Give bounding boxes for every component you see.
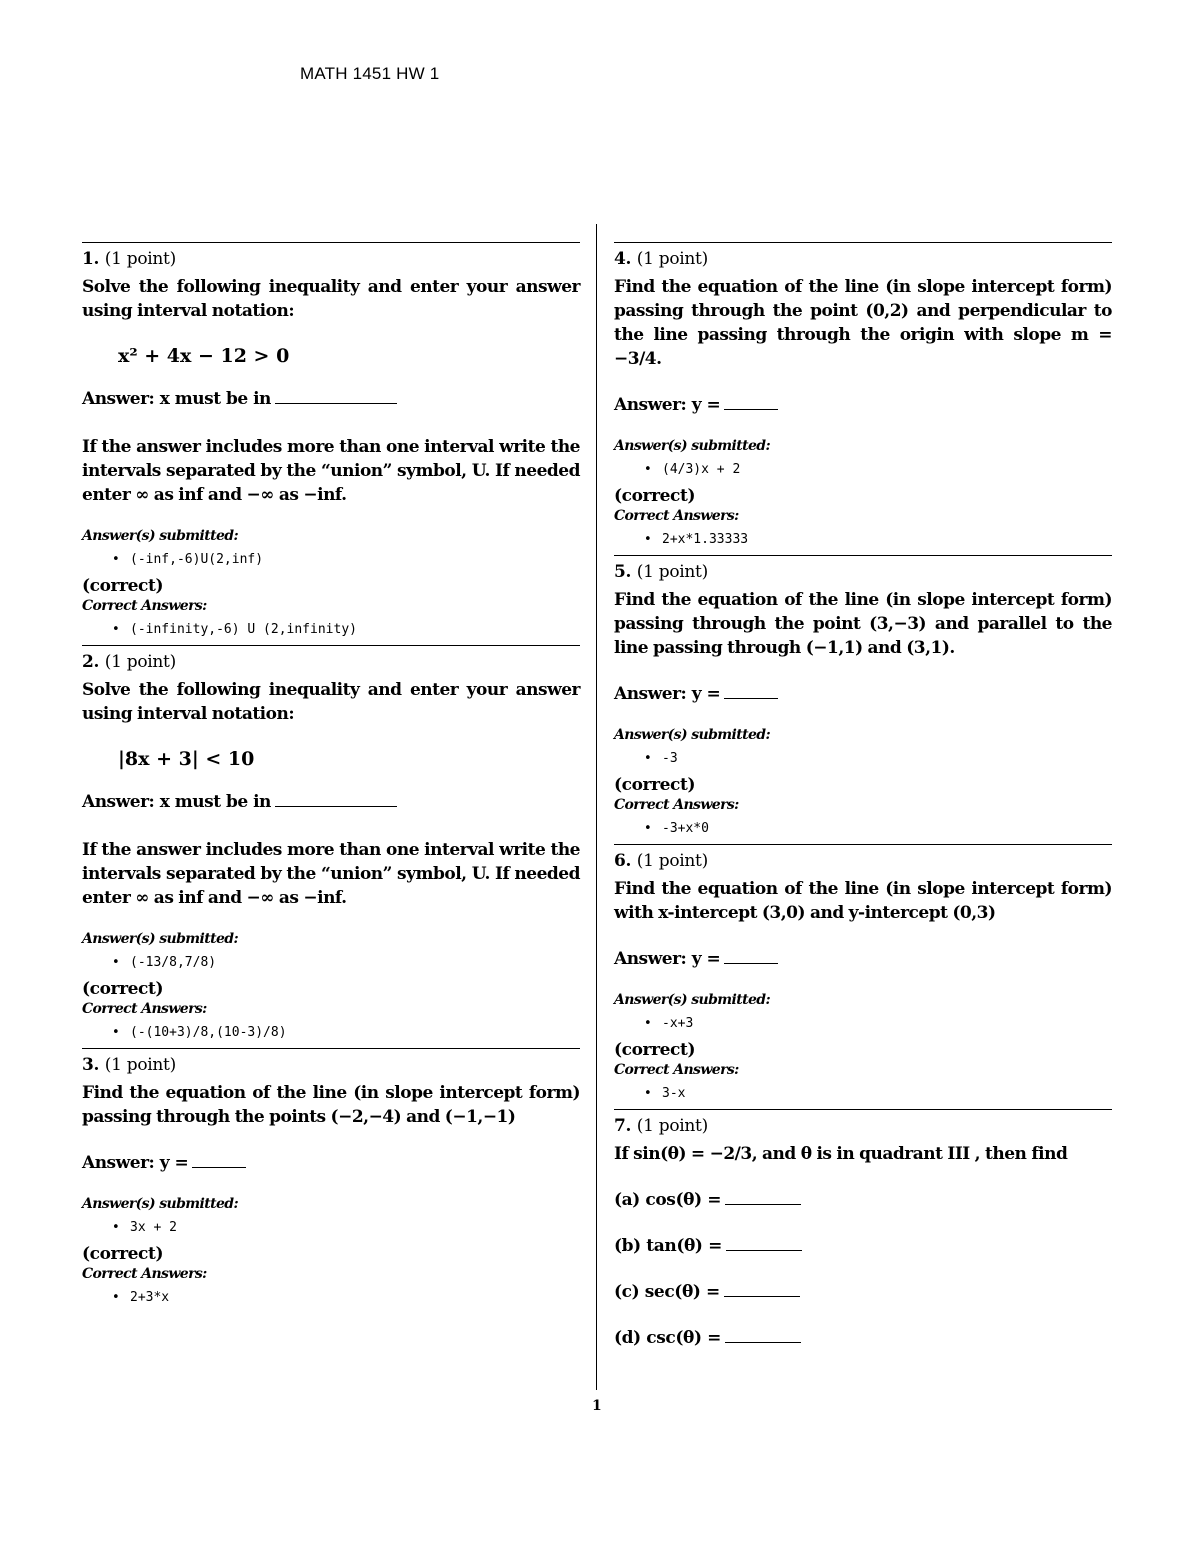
problem-6 <box>614 844 1112 1103</box>
problem-3-heading <box>82 1053 580 1077</box>
problem-5-heading <box>614 560 1112 584</box>
problem-5 <box>614 555 1112 838</box>
problem-points: (1 point) <box>104 652 176 672</box>
correct-label: Correct Answers: <box>614 508 739 524</box>
problem-prompt: Find the equation of the line (in slope intercept form) passing through the point (0,2) and perpendicular to the line passing through the origin with slope m = −3/4. <box>614 277 1112 369</box>
problem-number: 5. <box>614 562 632 582</box>
problem-2-heading <box>82 650 580 674</box>
subquestion-label: (d) csc(θ) = <box>614 1328 721 1348</box>
correct-answer: • 2+x*1.33333 <box>662 531 1112 549</box>
correct-answer: • 2+3*x <box>130 1289 580 1307</box>
problem-number: 4. <box>614 249 632 269</box>
submitted-answer: • (-inf,-6)U(2,inf) <box>130 551 580 569</box>
answer-line <box>82 790 580 814</box>
problem-7 <box>614 1109 1112 1350</box>
answer-blank[interactable] <box>726 1234 802 1251</box>
left-column <box>82 242 580 1313</box>
problem-points: (1 point) <box>636 249 708 269</box>
page-header-title: MATH 1451 HW 1 <box>300 64 440 83</box>
submitted-answer: • -3 <box>662 750 1112 768</box>
problem-points: (1 point) <box>104 249 176 269</box>
problem-number: 1. <box>82 249 100 269</box>
problem-prompt: Solve the following inequality and enter your answer using interval notation: <box>82 680 580 724</box>
answer-line <box>614 393 1112 417</box>
problem-number: 6. <box>614 851 632 871</box>
problem-points: (1 point) <box>636 562 708 582</box>
correct-answer: • (-infinity,-6) U (2,infinity) <box>130 621 580 639</box>
status-text: (correct) <box>614 1040 696 1060</box>
problem-1 <box>82 242 580 639</box>
right-column <box>614 242 1112 1350</box>
submitted-answer: • (4/3)x + 2 <box>662 461 1112 479</box>
correct-answer: • 3-x <box>662 1085 1112 1103</box>
submitted-label: Answer(s) submitted: <box>82 1196 239 1212</box>
answer-blank[interactable] <box>192 1151 246 1168</box>
answer-blank[interactable] <box>724 1280 800 1297</box>
problem-number: 2. <box>82 652 100 672</box>
answer-blank[interactable] <box>275 387 397 404</box>
correct-label: Correct Answers: <box>82 1266 207 1282</box>
subquestion-b <box>614 1234 1112 1258</box>
answer-label: Answer: y = <box>82 1153 189 1173</box>
answer-blank[interactable] <box>724 393 778 410</box>
display-math: x² + 4x − 12 > 0 <box>118 345 290 367</box>
problem-1-heading <box>82 247 580 271</box>
problem-4 <box>614 242 1112 549</box>
correct-answer: • (-(10+3)/8,(10-3)/8) <box>130 1024 580 1042</box>
status-text: (correct) <box>614 775 696 795</box>
column-divider <box>596 224 597 1390</box>
answer-label: Answer: x must be in <box>82 792 271 812</box>
problem-points: (1 point) <box>104 1055 176 1075</box>
subquestion-c <box>614 1280 1112 1304</box>
answer-label: Answer: y = <box>614 684 721 704</box>
status-text: (correct) <box>82 979 164 999</box>
display-math: |8x + 3| < 10 <box>118 748 255 770</box>
submitted-label: Answer(s) submitted: <box>614 727 771 743</box>
problem-number: 3. <box>82 1055 100 1075</box>
answer-line <box>82 387 580 411</box>
submitted-label: Answer(s) submitted: <box>82 931 239 947</box>
submitted-answer: • 3x + 2 <box>130 1219 580 1237</box>
problem-4-heading <box>614 247 1112 271</box>
subquestion-a <box>614 1188 1112 1212</box>
correct-answer: • -3+x*0 <box>662 820 1112 838</box>
problem-3 <box>82 1048 580 1307</box>
problem-prompt: Find the equation of the line (in slope intercept form) passing through the point (3,−3) and parallel to the line passing through (−1,1) and (3,1). <box>614 590 1112 658</box>
answer-blank[interactable] <box>724 682 778 699</box>
problem-prompt: Find the equation of the line (in slope intercept form) passing through the points (−2,−4) and (−1,−1) <box>82 1083 580 1127</box>
answer-label: Answer: y = <box>614 949 721 969</box>
answer-blank[interactable] <box>724 947 778 964</box>
answer-label: Answer: y = <box>614 395 721 415</box>
problem-note: If the answer includes more than one interval write the intervals separated by the “union” symbol, U. If needed enter ∞ as inf and −∞ as −inf. <box>82 437 580 505</box>
submitted-answer: • -x+3 <box>662 1015 1112 1033</box>
answer-line <box>82 1151 580 1175</box>
answer-blank[interactable] <box>275 790 397 807</box>
answer-blank[interactable] <box>725 1326 801 1343</box>
submitted-label: Answer(s) submitted: <box>82 528 239 544</box>
answer-line <box>614 682 1112 706</box>
page-number: 1 <box>592 1398 602 1414</box>
problem-2 <box>82 645 580 1042</box>
problem-6-heading <box>614 849 1112 873</box>
problem-prompt: Solve the following inequality and enter your answer using interval notation: <box>82 277 580 321</box>
status-text: (correct) <box>82 1244 164 1264</box>
submitted-answer: • (-13/8,7/8) <box>130 954 580 972</box>
answer-blank[interactable] <box>725 1188 801 1205</box>
subquestion-d <box>614 1326 1112 1350</box>
submitted-label: Answer(s) submitted: <box>614 992 771 1008</box>
correct-label: Correct Answers: <box>82 598 207 614</box>
answer-label: Answer: x must be in <box>82 389 271 409</box>
subquestion-label: (c) sec(θ) = <box>614 1282 720 1302</box>
correct-label: Correct Answers: <box>614 1062 739 1078</box>
problem-number: 7. <box>614 1116 632 1136</box>
correct-label: Correct Answers: <box>82 1001 207 1017</box>
problem-points: (1 point) <box>636 851 708 871</box>
problem-points: (1 point) <box>636 1116 708 1136</box>
problem-note: If the answer includes more than one interval write the intervals separated by the “union” symbol, U. If needed enter ∞ as inf and −∞ as −inf. <box>82 840 580 908</box>
correct-label: Correct Answers: <box>614 797 739 813</box>
subquestion-label: (a) cos(θ) = <box>614 1190 722 1210</box>
problem-7-heading <box>614 1114 1112 1138</box>
answer-line <box>614 947 1112 971</box>
problem-prompt: If sin(θ) = −2/3, and θ is in quadrant III , then find <box>614 1144 1068 1164</box>
submitted-label: Answer(s) submitted: <box>614 438 771 454</box>
status-text: (correct) <box>82 576 164 596</box>
status-text: (correct) <box>614 486 696 506</box>
subquestion-label: (b) tan(θ) = <box>614 1236 722 1256</box>
problem-prompt: Find the equation of the line (in slope intercept form) with x-intercept (3,0) and y-intercept (0,3) <box>614 879 1112 923</box>
